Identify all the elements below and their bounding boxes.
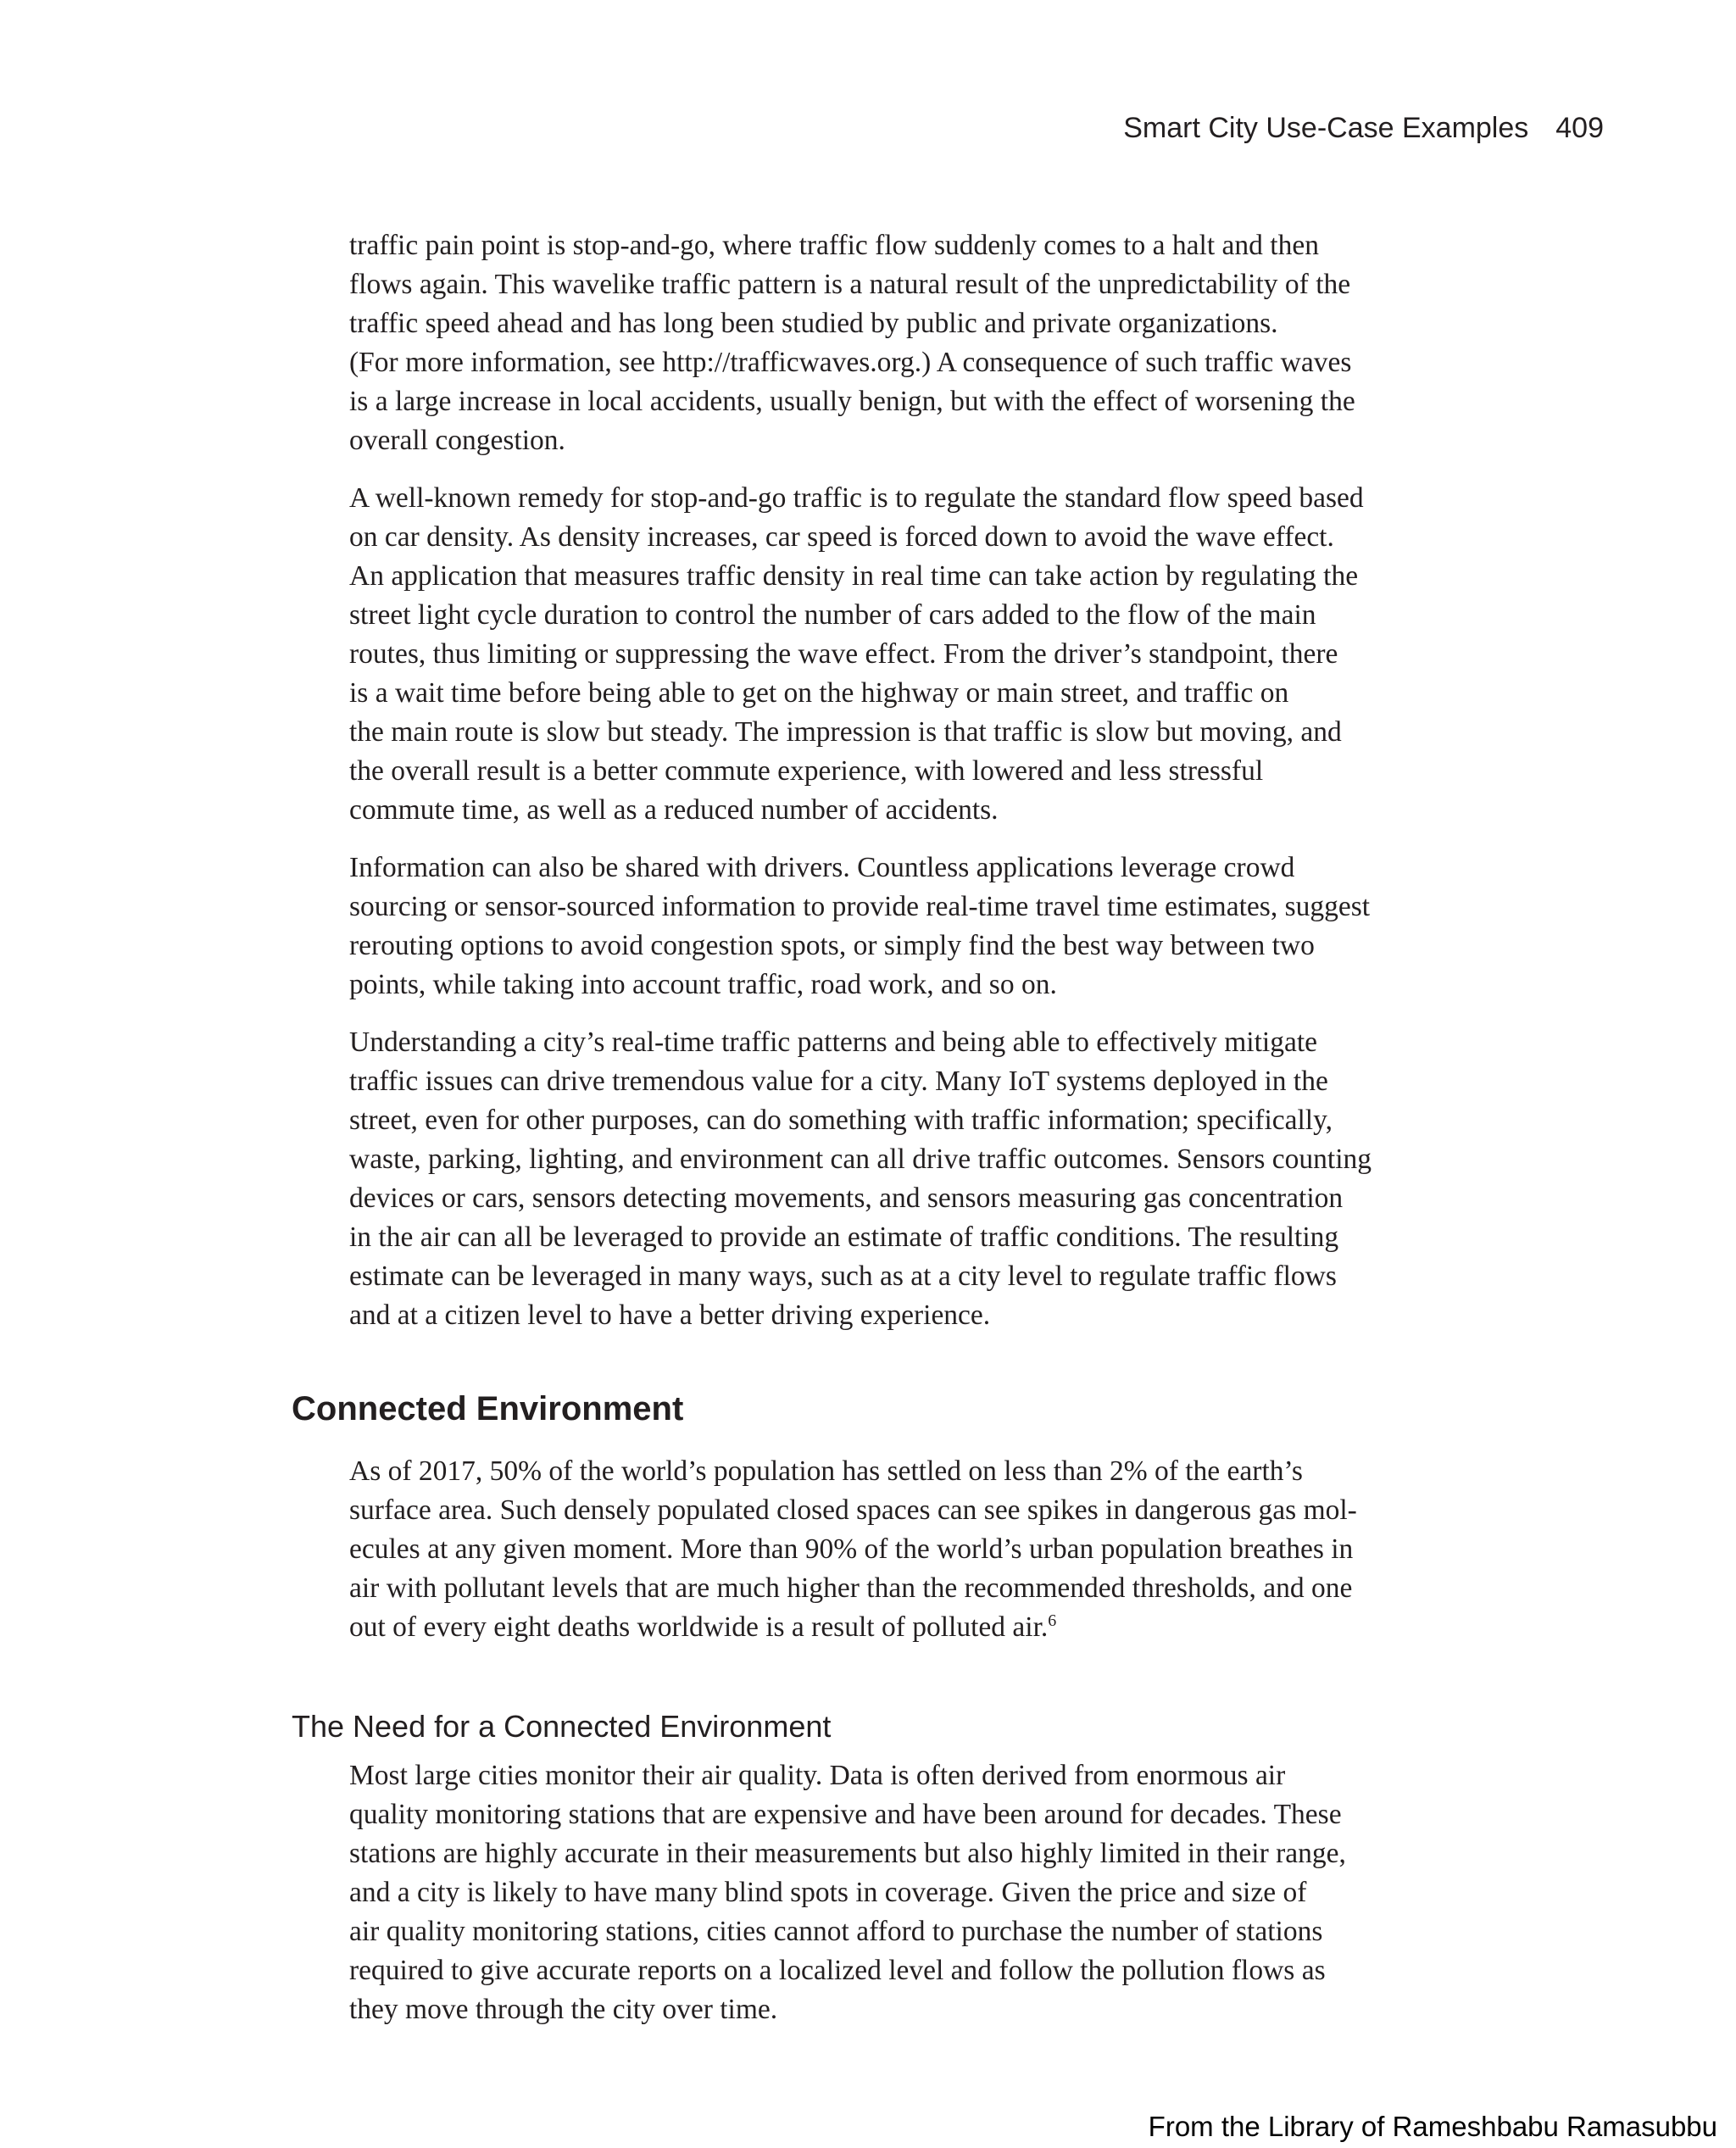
text-line: the overall result is a better commute experience, with lowered and less stressful: [349, 755, 1264, 787]
text-line: An application that measures traffic density in real time can take action by regulating the: [349, 560, 1359, 592]
text-line: traffic pain point is stop-and-go, where traffic flow suddenly comes to a halt and then: [349, 230, 1319, 261]
text-line: ecules at any given moment. More than 90% of the world’s urban population breathes in: [349, 1533, 1354, 1565]
text-line: Understanding a city’s real-time traffic patterns and being able to effectively mitigate: [349, 1027, 1317, 1058]
body-text-traffic: [349, 226, 1509, 1335]
text-line: stations are highly accurate in their measurements but also highly limited in their range,: [349, 1838, 1346, 1869]
text-line: A well-known remedy for stop-and-go traffic is to regulate the standard flow speed based: [349, 482, 1364, 514]
text-line: quality monitoring stations that are expensive and have been around for decades. These: [349, 1799, 1342, 1830]
text-line: is a wait time before being able to get on the highway or main street, and traffic on: [349, 677, 1289, 709]
text-line: surface area. Such densely populated closed spaces can see spikes in dangerous gas mol-: [349, 1494, 1357, 1526]
text-line: in the air can all be leveraged to provide an estimate of traffic conditions. The resulting: [349, 1221, 1339, 1253]
subsection-heading: The Need for a Connected Environment: [292, 1709, 832, 1744]
text-line: flows again. This wavelike traffic pattern is a natural result of the unpredictability of the: [349, 269, 1351, 300]
text-line: on car density. As density increases, car speed is forced down to avoid the wave effect.: [349, 521, 1334, 553]
paragraph-population: [349, 1452, 1509, 1647]
footnote-reference: 6: [1048, 1611, 1057, 1630]
body-text-connected-environment: [349, 1452, 1509, 1647]
paragraph-stop-and-go: [349, 226, 1509, 460]
text-line: routes, thus limiting or suppressing the wave effect. From the driver’s standpoint, there: [349, 638, 1338, 670]
text-line: the main route is slow but steady. The impression is that traffic is slow but moving, and: [349, 716, 1342, 748]
body-text-need-connected-environment: [349, 1756, 1509, 2029]
text-line: and at a citizen level to have a better driving experience.: [349, 1299, 991, 1331]
text-line: waste, parking, lighting, and environment can all drive traffic outcomes. Sensors counting: [349, 1144, 1372, 1175]
text-line: commute time, as well as a reduced number of accidents.: [349, 794, 999, 826]
running-title: Smart City Use-Case Examples: [1123, 112, 1529, 144]
text-line: (For more information, see http://trafficwaves.org.) A consequence of such traffic waves: [349, 347, 1352, 378]
text-line: estimate can be leveraged in many ways, such as at a city level to regulate traffic flows: [349, 1260, 1337, 1292]
text-line: street, even for other purposes, can do something with traffic information; specifically,: [349, 1105, 1333, 1136]
text-line: traffic issues can drive tremendous value for a city. Many IoT systems deployed in the: [349, 1066, 1328, 1097]
text-line-content: out of every eight deaths worldwide is a result of polluted air.: [349, 1611, 1049, 1643]
text-line: traffic speed ahead and has long been studied by public and private organizations.: [349, 308, 1278, 339]
text-line: required to give accurate reports on a localized level and follow the pollution flows as: [349, 1955, 1326, 1986]
text-line: devices or cars, sensors detecting movements, and sensors measuring gas concentration: [349, 1183, 1344, 1214]
text-line: sourcing or sensor-sourced information to provide real-time travel time estimates, suggest: [349, 891, 1371, 922]
section-heading: Connected Environment: [292, 1390, 684, 1427]
running-header: [1123, 112, 1604, 145]
page-number: 409: [1555, 112, 1604, 144]
text-line: and a city is likely to have many blind spots in coverage. Given the price and size of: [349, 1877, 1307, 1908]
text-line: they move through the city over time.: [349, 1994, 778, 2025]
text-line: street light cycle duration to control the number of cars added to the flow of the main: [349, 599, 1316, 631]
text-line: air with pollutant levels that are much higher than the recommended thresholds, and one: [349, 1572, 1353, 1604]
text-line: air quality monitoring stations, cities cannot afford to purchase the number of stations: [349, 1916, 1323, 1947]
paragraph-remedy: [349, 479, 1509, 830]
text-line: [349, 1608, 1509, 1647]
library-watermark: From the Library of Rameshbabu Ramasubbu: [1148, 2111, 1717, 2142]
text-line: is a large increase in local accidents, usually benign, but with the effect of worsening the: [349, 386, 1355, 417]
paragraph-traffic-patterns: [349, 1023, 1509, 1335]
text-line: Information can also be shared with drivers. Countless applications leverage crowd: [349, 852, 1295, 883]
text-line: rerouting options to avoid congestion spots, or simply find the best way between two: [349, 930, 1315, 961]
text-line: As of 2017, 50% of the world’s population has settled on less than 2% of the earth’s: [349, 1455, 1303, 1487]
text-line: points, while taking into account traffic, road work, and so on.: [349, 969, 1057, 1000]
paragraph-drivers: [349, 849, 1509, 1004]
paragraph-air-quality: [349, 1756, 1509, 2029]
text-line: overall congestion.: [349, 425, 565, 456]
text-line: Most large cities monitor their air quality. Data is often derived from enormous air: [349, 1760, 1286, 1791]
